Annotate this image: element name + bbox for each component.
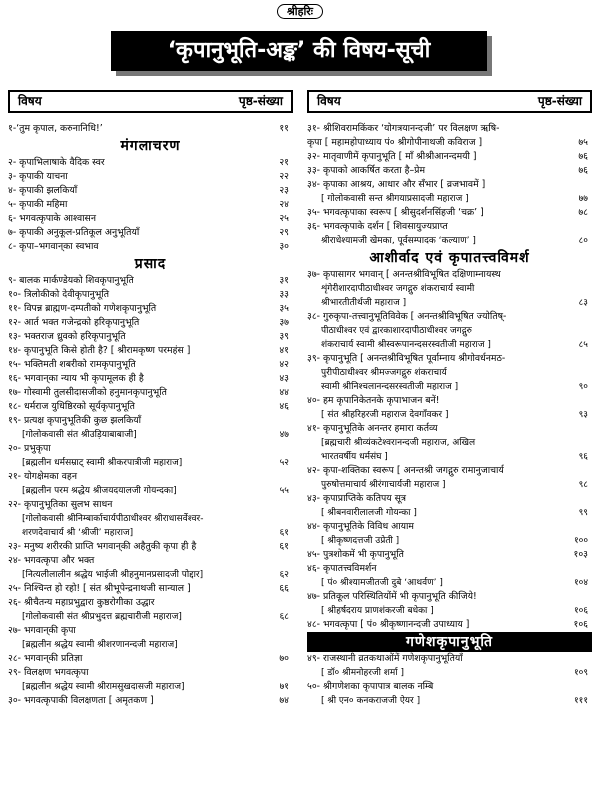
toc-entry-title: श्रीराधेश्यामजी खेमका, पूर्वसम्पादक ‘कल्याण’ ] — [321, 236, 476, 246]
page-number-label: पृष्ठ-संख्या — [537, 94, 582, 108]
toc-entry-title: २२- कृपानुभूतिका सुलभ साधन — [8, 499, 113, 510]
toc-entry — [307, 520, 592, 534]
toc-entry-page: १०४ — [571, 576, 588, 590]
toc-entry — [8, 582, 293, 596]
toc-entry — [307, 590, 592, 604]
toc-entry-title: [ श्रीहर्षदराय प्राणशंकरजी बधेका ] — [321, 606, 434, 616]
toc-entry — [8, 512, 293, 526]
toc-entry-title: शरणदेवाचार्य श्री ‘श्रीजी’ महाराज] — [22, 528, 134, 538]
toc-entry-title: ३०- भगवत्कृपाकी विलक्षणता [ अमृतकण ] — [8, 695, 154, 706]
toc-entry-title: ४५- पुत्रशोकमें भी कृपानुभूति — [307, 549, 404, 560]
toc-entry — [307, 576, 592, 590]
toc-entry-page: १११ — [571, 694, 588, 708]
toc-entry-title: २- कृपाभिलाषाके वैदिक स्वर — [8, 157, 105, 168]
toc-entry — [8, 694, 293, 708]
toc-entry-page: ६२ — [277, 568, 289, 582]
toc-entry-title: १०- त्रिलोकीको देवीकृपानुभूति — [8, 289, 110, 300]
toc-entry-title: ३७- कृपासागर भगवान् [ अनन्तश्रीविभूषित दक्षिणाम्नायस्थ — [307, 269, 501, 280]
toc-entry-title: भारतवर्षीय धर्मसंघ ] — [321, 452, 388, 462]
toc-entry-title: [ पं० श्रीश्यामजीतजी दुबे ‘आथर्वण’ ] — [321, 578, 443, 588]
toc-entry — [307, 234, 592, 248]
toc-entry — [8, 358, 293, 372]
toc-entry-title: ९- बालक मार्कण्डेयको शिवकृपानुभूति — [8, 275, 134, 286]
toc-entry — [307, 506, 592, 520]
toc-entry-title: १४- कृपानुभूति किसे होती है? [ श्रीरामकृष्ण परमहंस ] — [8, 345, 191, 356]
toc-entry-title: शंकराचार्य स्वामी श्रीस्वरूपानन्दसरस्वतीजी महाराज ] — [321, 340, 491, 350]
toc-entry-page: १०० — [571, 534, 588, 548]
toc-entry-title: ३१- श्रीशिवरामकिंकर ‘योगत्रयानन्दजी’ पर विलक्षण ऋषि- — [307, 123, 500, 134]
toc-entry-page: ७८ — [575, 206, 588, 220]
toc-entry — [8, 568, 293, 582]
toc-entry-page: ७६ — [575, 164, 588, 178]
toc-entry — [8, 330, 293, 344]
toc-entry-page: १०९ — [571, 666, 588, 680]
section-heading: गणेशकृपानुभूति — [307, 632, 592, 652]
toc-entry-title: [ श्रीबनवारीलालजी गोयन्का ] — [321, 508, 417, 518]
toc-entry-title: ४०- हम कृपानिकेतनके कृपाभाजन बनें! — [307, 395, 440, 406]
toc-entry-title: २०- प्रभुकृपा — [8, 443, 51, 454]
toc-entry — [8, 610, 293, 624]
toc-entry-title: पुरुषोत्तमाचार्य श्रीरंगाचार्यजी महाराज ] — [321, 480, 446, 490]
toc-entry-page: ३५ — [276, 302, 289, 316]
toc-entry-page: ६६ — [276, 582, 289, 596]
toc-entry — [307, 450, 592, 464]
toc-entry-title: [गोलोकवासी संत श्रीप्रभुदत्त ब्रह्मचारीजी महाराज] — [22, 612, 182, 622]
toc-entry-title: [ डॉ० श्रीमनोहरजी शर्मा ] — [321, 668, 405, 678]
toc-entry-title: [गोलोकवासी संत श्रीउड़ियाबाबाजी] — [22, 430, 137, 440]
toc-entry — [307, 394, 592, 408]
toc-entry-page: ३७ — [276, 316, 289, 330]
toc-entry-title: २५- निश्चिन्त हो रहो! [ संत श्रीभूपेन्द्रनाथजी सान्याल ] — [8, 583, 191, 594]
toc-entry-page: ७६ — [575, 150, 588, 164]
toc-entry-page: ७१ — [277, 680, 289, 694]
subject-label: विषय — [317, 94, 341, 108]
toc-entry-page: ६१ — [276, 540, 289, 554]
toc-entry — [8, 240, 293, 254]
toc-entry — [307, 178, 592, 192]
toc-entry-title: ३६- भगवत्कृपाके दर्शन [ शिवसायुज्यप्राप्त — [307, 221, 448, 232]
toc-entry — [8, 596, 293, 610]
toc-entry — [8, 212, 293, 226]
toc-entry-title: ३९- कृपानुभूति [ अनन्तश्रीविभूषित पूर्वाम्नाय श्रीगोवर्धनमठ- — [307, 353, 506, 364]
toc-entry-title: [ब्रह्मलीन श्रद्धेय स्वामी श्रीशरणानन्दजी महाराज] — [22, 640, 178, 650]
toc-entry — [8, 540, 293, 554]
toc-entry — [8, 400, 293, 414]
toc-entry-page: ४४ — [276, 386, 289, 400]
toc-entry-page: ४३ — [276, 372, 289, 386]
toc-entry — [8, 122, 293, 136]
toc-entry-page: २३ — [276, 184, 289, 198]
toc-entry — [8, 442, 293, 456]
toc-entry-title: ३३- कृपाको आकर्षित करता है–प्रेम — [307, 165, 426, 176]
toc-entry-page: ५५ — [277, 484, 289, 498]
toc-entry-page: २४ — [276, 198, 289, 212]
toc-entry — [307, 366, 592, 380]
section-heading: आशीर्वाद एवं कृपातत्त्वविमर्श — [369, 250, 530, 266]
toc-entry-title: [गोलोकवासी श्रीनिम्बार्काचार्यपीठाधीश्वर श्रीराधासर्वेश्वर- — [22, 514, 204, 524]
toc-entry-title: [ब्रह्मचारी श्रीव्यंकटेश्वरानन्दजी महाराज, अखिल — [321, 438, 476, 448]
toc-entry — [8, 484, 293, 498]
toc-entry — [307, 604, 592, 618]
toc-entry-title: १-‘तुम कृपाल, करुनानिधि!’ — [8, 123, 103, 134]
toc-entry-page: ४७ — [277, 428, 289, 442]
toc-entry-title: [ब्रह्मलीन परम श्रद्धेय श्रीजयदयालजी गोयन्दका] — [22, 486, 177, 496]
toc-entry — [307, 680, 592, 694]
toc-entry — [307, 652, 592, 666]
toc-entry-title: १३- भक्तराज ध्रुवको हरिकृपानुभूति — [8, 331, 126, 342]
toc-entry-page: ७४ — [276, 694, 289, 708]
toc-entry-title: १५- भक्तिमती शबरीको रामकृपानुभूति — [8, 359, 136, 370]
toc-entry — [307, 310, 592, 324]
toc-entry — [8, 414, 293, 428]
toc-entry-title: ४१- कृपानुभूतिके अनन्तर हमारा कर्तव्य — [307, 423, 438, 434]
toc-entry-title: स्वामी श्रीनिश्चलानन्दसरस्वतीजी महाराज ] — [321, 382, 459, 392]
toc-entry-page: ७५ — [575, 136, 588, 150]
toc-entry-page: २९ — [276, 226, 289, 240]
toc-entry — [307, 534, 592, 548]
right-column — [307, 90, 592, 807]
toc-entry-title: २७- भगवान्‌की कृपा — [8, 625, 76, 636]
right-toc-list — [307, 122, 592, 708]
toc-entry-title: १६- भगवान्‌का न्याय भी कृपामूलक ही है — [8, 373, 144, 384]
toc-entry — [307, 548, 592, 562]
toc-entry — [8, 274, 293, 288]
toc-entry-title: २१- योगक्षेमका वहन — [8, 471, 78, 482]
toc-entry-title: ३४- कृपाका आश्रय, आधार और सँभार [ व्रजभावमें ] — [307, 179, 486, 190]
toc-entry — [8, 666, 293, 680]
toc-entry-title: ६- भगवत्कृपाके आश्वासन — [8, 213, 96, 224]
toc-entry — [8, 526, 293, 540]
toc-entry-page: ६१ — [277, 526, 289, 540]
toc-entry-title: ४- कृपाकी झलकियाँ — [8, 185, 78, 196]
toc-entry — [307, 282, 592, 296]
toc-entry-title: ११- विपन्न ब्राह्मण-दम्पतीको गणेशकृपानुभूति — [8, 303, 157, 314]
toc-entry — [307, 150, 592, 164]
toc-entry — [307, 296, 592, 310]
toc-entry — [307, 338, 592, 352]
toc-entry-page: २२ — [276, 170, 289, 184]
toc-entry — [307, 206, 592, 220]
toc-entry-page: ४१ — [276, 344, 289, 358]
toc-entry — [8, 498, 293, 512]
toc-entry-title: २८- भगवान्‌की प्रतिज्ञा — [8, 653, 83, 664]
toc-entry-title: [ श्री एन० कनकराजजी ऐयर ] — [321, 696, 421, 706]
toc-entry-page: ३९ — [276, 330, 289, 344]
toc-entry — [307, 192, 592, 206]
toc-entry-page: ९६ — [576, 450, 588, 464]
page-title: ‘कृपानुभूति-अङ्क’ की विषय-सूची — [111, 31, 487, 71]
section-heading: प्रसाद — [134, 256, 167, 272]
toc-entry — [307, 324, 592, 338]
toc-entry — [8, 456, 293, 470]
toc-entry-page: ९९ — [576, 506, 588, 520]
toc-entry — [307, 164, 592, 178]
toc-entry — [307, 268, 592, 282]
toc-entry-title: ५०- श्रीगणेशका कृपापात्र बालक नम्बि — [307, 681, 434, 692]
toc-entry — [307, 478, 592, 492]
toc-entry — [8, 316, 293, 330]
toc-entry-title: श्रीभारतीतीर्थजी महाराज ] — [321, 298, 407, 308]
toc-entry-title: [ब्रह्मलीन श्रद्धेय स्वामी श्रीरामसुखदासजी महाराज] — [22, 682, 185, 692]
toc-entry — [307, 422, 592, 436]
toc-entry-title: २९- विलक्षण भगवत्कृपा — [8, 667, 89, 678]
toc-entry-title: ४९- राजस्थानी व्रतकथाओंमें गणेशकृपानुभूतियाँ — [307, 653, 463, 664]
toc-entry-title: ३२- मातृवाणीमें कृपानुभूति [ माँ श्रीश्रीआनन्दमयी ] — [307, 151, 477, 162]
toc-entry-title: २३- मनुष्य शरीरकी प्राप्ति भगवान्‌की अहैतुकी कृपा ही है — [8, 541, 197, 552]
toc-entry-page: १०६ — [570, 618, 588, 632]
toc-entry-title: ४४- कृपानुभूतिके विविध आयाम — [307, 521, 414, 532]
toc-entry — [8, 386, 293, 400]
toc-entry — [307, 464, 592, 478]
toc-entry-title: २४- भगवत्कृपा और भक्त — [8, 555, 95, 566]
toc-entry — [307, 122, 592, 136]
toc-entry-page: ३३ — [276, 288, 289, 302]
page-top-label: श्रीहरिः — [0, 4, 600, 19]
toc-entry-page: ३१ — [276, 274, 289, 288]
toc-entry-page: ८५ — [576, 338, 588, 352]
toc-entry — [8, 184, 293, 198]
toc-entry-title: ३५- भगवत्कृपाका स्वरूप [ श्रीसुदर्शनसिंहजी ‘चक्र’ ] — [307, 207, 484, 218]
toc-entry-page: ६८ — [277, 610, 289, 624]
toc-entry-title: १७- गोस्वामी तुलसीदासजीको हनुमानकृपानुभूति — [8, 387, 167, 398]
toc-entry — [8, 680, 293, 694]
toc-entry — [8, 302, 293, 316]
toc-entry-page: ४२ — [276, 358, 289, 372]
toc-entry — [307, 220, 592, 234]
toc-entry — [307, 562, 592, 576]
toc-entry-page: ५२ — [277, 456, 289, 470]
toc-entry-title: ५- कृपाकी महिमा — [8, 199, 68, 210]
toc-entry — [307, 666, 592, 680]
right-column-header — [307, 90, 592, 113]
toc-entry-title: १२- आर्त भक्त गजेन्द्रको हरिकृपानुभूति — [8, 317, 140, 328]
left-toc-list — [8, 122, 293, 708]
toc-entry-page: २१ — [276, 156, 289, 170]
toc-entry-page: ११ — [276, 122, 289, 136]
toc-entry-title: पुरीपीठाधीश्वर श्रीमज्जगद्गुरु शंकराचार्य — [321, 368, 447, 378]
toc-entry — [8, 288, 293, 302]
toc-entry — [8, 652, 293, 666]
toc-entry — [307, 492, 592, 506]
toc-entry-title: [ गोलोकवासी सन्त श्रीगयाप्रसादजी महाराज ] — [321, 194, 469, 204]
toc-entry — [8, 554, 293, 568]
toc-entry — [8, 624, 293, 638]
toc-entry-title: १८- धर्मराज युधिष्ठिरको सूर्यकृपानुभूति — [8, 401, 135, 412]
toc-entry — [8, 226, 293, 240]
toc-entry-page: २५ — [276, 212, 289, 226]
toc-entry-title: ७- कृपाकी अनुकूल-प्रतिकूल अनुभूतियाँ — [8, 227, 140, 238]
toc-entry-title: [ श्रीकृष्णदत्तजी उप्रेती ] — [321, 536, 400, 546]
toc-entry-title: [ संत श्रीहरिहरजी महाराज देवगाँवकर ] — [321, 410, 449, 420]
toc-entry-title: ४३- कृपाप्राप्तिके कतिपय सूत्र — [307, 493, 407, 504]
toc-entry-page: ३० — [276, 240, 289, 254]
section-heading: मंगलाचरण — [120, 138, 181, 154]
toc-entry-title: १९- प्रत्यक्ष कृपानुभूतिकी कुछ झलकियाँ — [8, 415, 142, 426]
toc-entry-title: ४८- भगवत्कृपा [ पं० श्रीकृष्णानन्दजी उपाध्याय ] — [307, 619, 470, 630]
toc-entry-page: ४६ — [276, 400, 289, 414]
toc-entry — [307, 380, 592, 394]
toc-entry — [8, 372, 293, 386]
toc-entry-title: ८- कृपा–भगवान्‌का स्वभाव — [8, 241, 99, 252]
toc-entry — [307, 436, 592, 450]
toc-entry-page: ७७ — [576, 192, 588, 206]
toc-entry — [307, 694, 592, 708]
toc-entry-page: ८३ — [576, 296, 588, 310]
left-column-header — [8, 90, 293, 113]
toc-entry-title: ३- कृपाकी याचना — [8, 171, 68, 182]
toc-entry-page: ९३ — [576, 408, 588, 422]
toc-entry — [8, 638, 293, 652]
toc-entry — [307, 352, 592, 366]
toc-entry — [8, 198, 293, 212]
toc-entry-title: ३८- गुरुकृपा-तत्त्वानुभूतिविवेक [ अनन्तश्रीविभूषित ज्योतिष्- — [307, 311, 507, 322]
toc-entry-page: ९८ — [576, 478, 588, 492]
toc-entry-page: ८० — [576, 234, 588, 248]
toc-entry — [8, 170, 293, 184]
toc-entry-title: २६- श्रीचैतन्य महाप्रभुद्वारा कुष्ठरोगीका उद्धार — [8, 597, 155, 608]
left-column — [8, 90, 293, 807]
toc-entry — [8, 156, 293, 170]
subject-label: विषय — [18, 94, 42, 108]
toc-entry-page: ७० — [276, 652, 289, 666]
toc-entry — [307, 136, 592, 150]
toc-entry-title: ४७- प्रतिकूल परिस्थितियोंमें भी कृपानुभूति कीजिये! — [307, 591, 477, 602]
toc-entry — [307, 618, 592, 632]
page-number-label: पृष्ठ-संख्या — [238, 94, 283, 108]
toc-entry-title: कृपा [ महामहोपाध्याय पं० श्रीगोपीनाथजी कविराज ] — [307, 137, 483, 148]
toc-entry-page: १०६ — [571, 604, 588, 618]
toc-entry — [8, 428, 293, 442]
toc-entry-page: ९० — [576, 380, 588, 394]
toc-entry-title: ४२- कृपा-शक्तिका स्वरूप [ अनन्तश्री जगद्गुरु रामानुजाचार्य — [307, 465, 504, 476]
toc-entry-title: शृंगेरीशारदापीठाधीश्वर जगद्गुरु शंकराचार्य स्वामी — [321, 284, 475, 294]
toc-entry — [8, 470, 293, 484]
toc-entry-page: १०३ — [570, 548, 588, 562]
toc-entry-title: ४६- कृपातत्त्वविमर्शन — [307, 563, 377, 574]
toc-entry-title: [ब्रह्मलीन धर्मसम्राट् स्वामी श्रीकरपात्रीजी महाराज] — [22, 458, 183, 468]
toc-entry-title: [नित्यलीलालीन श्रद्धेय भाईजी श्रीहनुमानप्रसादजी पोद्दार] — [22, 570, 204, 580]
toc-entry — [8, 344, 293, 358]
toc-entry — [307, 408, 592, 422]
toc-entry-title: पीठाधीश्वर एवं द्वारकाशारदापीठाधीश्वर जगद्गुरु — [321, 326, 472, 336]
